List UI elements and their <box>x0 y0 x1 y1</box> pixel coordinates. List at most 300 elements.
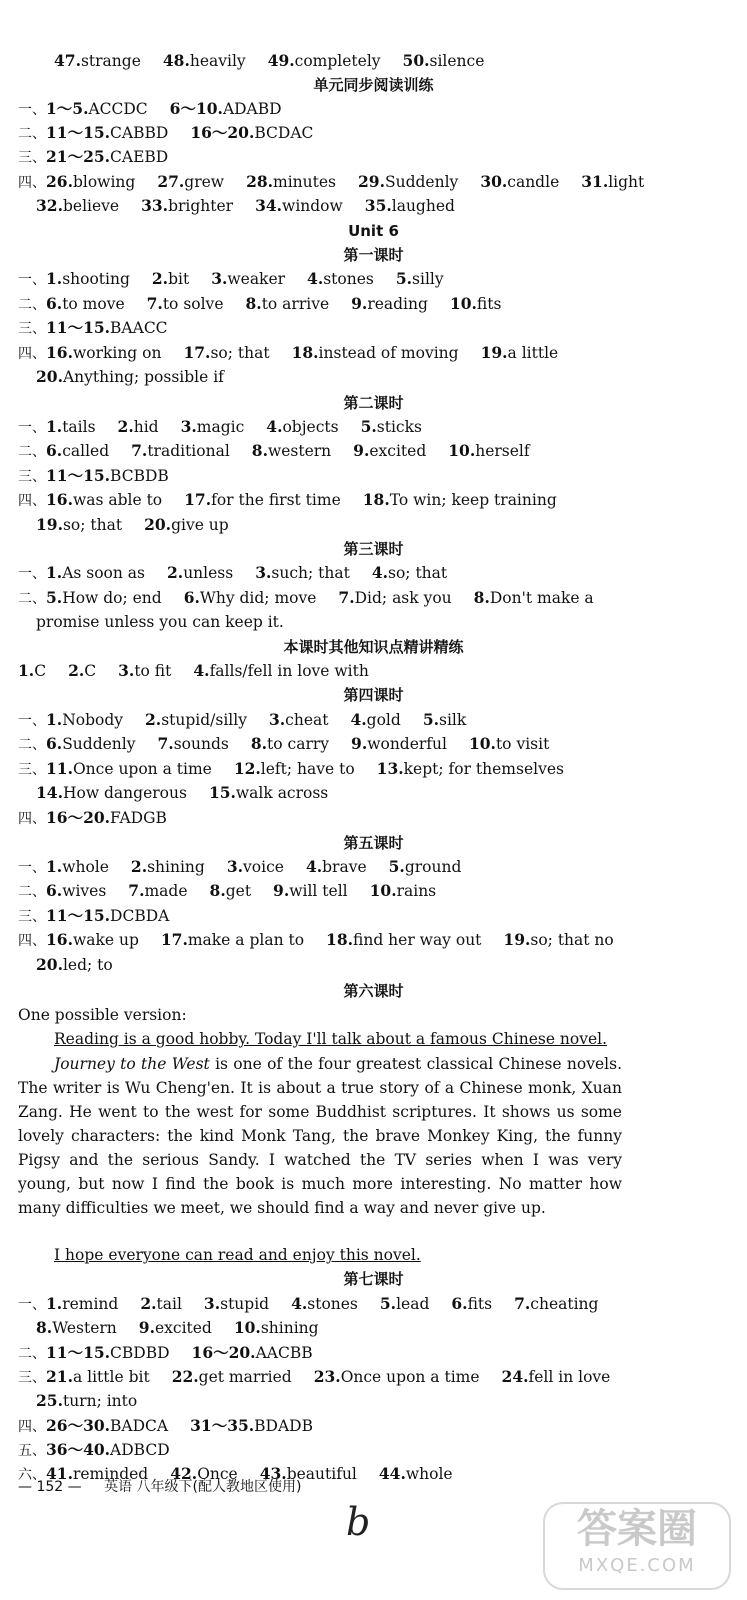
answer-row <box>18 342 730 365</box>
question-number: 8. <box>36 1318 53 1337</box>
answer-text: get <box>225 882 252 900</box>
question-number: 14. <box>36 783 63 802</box>
section-number: 一、 <box>18 420 46 436</box>
answer-text: instead of moving <box>318 344 459 362</box>
section-number: 二、 <box>18 297 46 313</box>
question-number: 25. <box>36 1391 63 1410</box>
answer-item <box>36 516 122 534</box>
question-number: 23. <box>313 1367 341 1386</box>
question-number: 6. <box>183 588 200 607</box>
answer-row <box>18 122 730 145</box>
question-number: 34. <box>255 196 283 215</box>
answer-item <box>377 760 564 778</box>
answer-text: kept; for themselves <box>403 760 564 778</box>
answer-text: grew <box>184 173 225 191</box>
question-number: 20. <box>36 367 63 386</box>
answer-row <box>36 954 747 976</box>
answer-text: traditional <box>147 442 230 460</box>
answer-text: brave <box>322 858 367 876</box>
question-number: 18. <box>362 490 390 509</box>
answer-item <box>46 711 123 729</box>
question-number: 10. <box>369 881 397 900</box>
answer-text: C <box>84 662 97 680</box>
answer-text: get married <box>198 1368 292 1386</box>
question-number: 33. <box>141 196 169 215</box>
question-number: 19. <box>36 515 63 534</box>
answer-text: was able to <box>72 491 163 509</box>
answer-text: tails <box>62 418 96 436</box>
answer-item <box>204 1295 269 1313</box>
answer-item <box>292 344 459 362</box>
section-heading: Unit 6 <box>348 222 399 240</box>
answer-row <box>36 782 747 804</box>
answer-item <box>46 100 148 118</box>
answer-item <box>36 956 113 974</box>
answer-item <box>363 491 557 509</box>
answer-row <box>18 733 730 756</box>
answer-text: BDADB <box>254 1417 314 1435</box>
answer-text: Nobody <box>62 711 124 729</box>
answer-item <box>211 270 285 288</box>
question-number: 7. <box>157 734 174 753</box>
answer-text: C <box>34 662 47 680</box>
answer-item <box>269 711 329 729</box>
footer-subject: 英语 <box>104 1479 133 1495</box>
answer-text: As soon as <box>62 564 145 582</box>
question-number: 19. <box>503 930 531 949</box>
question-number: 2. <box>151 269 169 288</box>
answer-item <box>480 173 559 191</box>
answer-text: CAEBD <box>110 148 169 166</box>
answer-row <box>18 587 730 610</box>
question-number: 7. <box>514 1294 531 1313</box>
question-number: 1. <box>18 661 35 680</box>
answer-item <box>46 467 169 485</box>
answer-text: Suddenly <box>384 173 459 191</box>
section-number: 一、 <box>18 102 46 118</box>
question-number: 21. <box>46 1367 73 1386</box>
section-number: 一、 <box>18 1297 46 1313</box>
answer-text: ADBCD <box>110 1441 170 1459</box>
answer-text: shining <box>260 1319 319 1337</box>
answer-row <box>18 317 730 340</box>
answer-text: voice <box>243 858 284 876</box>
answer-text: give up <box>171 516 229 534</box>
page-footer <box>18 1476 301 1496</box>
question-number: 7. <box>131 441 148 460</box>
answer-text: brighter <box>168 197 234 215</box>
answer-item <box>139 1319 212 1337</box>
answer-item <box>46 1417 168 1435</box>
question-number: 8. <box>245 294 262 313</box>
question-number: 27. <box>157 172 185 191</box>
question-number: 2. <box>167 563 184 582</box>
answer-row <box>18 709 730 732</box>
answer-text: western <box>267 442 332 460</box>
answer-item <box>46 344 161 362</box>
question-number: 4. <box>307 269 324 288</box>
question-number: 11～15. <box>46 318 111 337</box>
answer-row <box>18 1415 730 1438</box>
question-number: 16. <box>46 930 73 949</box>
section-number: 二、 <box>18 591 46 607</box>
answer-item <box>190 124 313 142</box>
question-number: 4. <box>291 1294 308 1313</box>
answer-item <box>469 735 549 753</box>
question-number: 44. <box>378 1464 406 1483</box>
answer-item <box>380 1295 429 1313</box>
novel-title: Journey to the West <box>54 1055 210 1073</box>
question-number: 29. <box>358 172 385 191</box>
question-number: 13. <box>376 759 404 778</box>
answer-item <box>46 418 96 436</box>
question-number: 6. <box>46 441 63 460</box>
answer-text: ground <box>404 858 462 876</box>
answer-item <box>350 711 400 729</box>
answer-item <box>181 418 245 436</box>
answer-item <box>209 784 328 802</box>
answer-text: to move <box>62 295 125 313</box>
question-number: 3. <box>226 857 244 876</box>
answer-item <box>365 197 455 215</box>
answer-item <box>268 52 381 70</box>
answer-row <box>18 416 730 439</box>
answer-item <box>184 491 341 509</box>
question-number: 19. <box>480 343 508 362</box>
answer-text: shooting <box>62 270 130 288</box>
answer-text: stones <box>323 270 374 288</box>
question-number: 5. <box>46 588 63 607</box>
section-number: 五、 <box>18 1443 46 1459</box>
question-number: 2. <box>140 1294 157 1313</box>
question-number: 32. <box>36 196 63 215</box>
question-number: 26～30. <box>46 1416 111 1435</box>
answer-text: make a plan to <box>187 931 305 949</box>
question-number: 4. <box>305 857 323 876</box>
section-number: 六、 <box>18 1467 46 1483</box>
answer-text: Anything; possible if <box>62 368 224 386</box>
question-number: 3. <box>180 417 197 436</box>
answer-row <box>18 562 730 585</box>
answer-item <box>46 1344 170 1362</box>
answer-text: so; that <box>210 344 270 362</box>
answer-text: BCBDB <box>110 467 169 485</box>
question-number: 8. <box>473 588 490 607</box>
section-heading: 第二课时 <box>343 394 404 412</box>
answer-item <box>46 735 136 753</box>
answer-item <box>152 270 189 288</box>
answer-text: so; that <box>388 564 448 582</box>
answer-text: so; that <box>62 516 123 534</box>
question-number: 20. <box>144 515 172 534</box>
question-number: 1～5. <box>46 99 89 118</box>
answer-text: Did; ask you <box>354 589 452 607</box>
question-number: 22. <box>171 1367 199 1386</box>
answer-item <box>234 1319 319 1337</box>
answer-text: Once upon a time <box>340 1368 480 1386</box>
answer-item <box>141 197 233 215</box>
section-number: 一、 <box>18 272 46 288</box>
answer-text: to solve <box>162 295 224 313</box>
answer-row <box>18 98 730 121</box>
answer-text: beautiful <box>286 1465 357 1483</box>
question-number: 5. <box>422 710 439 729</box>
question-number: 1. <box>46 563 63 582</box>
answer-text: sounds <box>173 735 229 753</box>
section-number: 三、 <box>18 1370 46 1386</box>
answer-item <box>314 1368 480 1386</box>
question-number: 4. <box>371 563 389 582</box>
answer-text: stupid <box>220 1295 270 1313</box>
answer-item <box>184 589 317 607</box>
answer-text: a little bit <box>72 1368 150 1386</box>
answer-item <box>46 270 130 288</box>
question-number: 35. <box>364 196 392 215</box>
answer-item <box>351 295 428 313</box>
answer-item <box>481 344 559 362</box>
answer-text: weaker <box>227 270 286 288</box>
answer-row <box>18 440 730 463</box>
question-number: 11～15. <box>46 906 111 925</box>
watermark-url: MXQE.COM <box>578 1555 696 1576</box>
answer-row <box>18 905 730 928</box>
answer-text: to arrive <box>261 295 330 313</box>
answer-item <box>451 1295 492 1313</box>
answer-row <box>18 856 730 879</box>
section-number: 三、 <box>18 150 46 166</box>
answer-item <box>54 52 141 70</box>
question-number: 6. <box>451 1294 468 1313</box>
answer-text: stones <box>307 1295 358 1313</box>
answer-text: a little <box>507 344 559 362</box>
answer-text: silk <box>439 711 467 729</box>
section-number: 二、 <box>18 1346 46 1362</box>
answer-row <box>18 1366 730 1389</box>
section-number: 一、 <box>18 860 46 876</box>
answer-item <box>361 418 422 436</box>
answer-item <box>338 589 451 607</box>
section-number: 二、 <box>18 884 46 900</box>
answer-row <box>18 171 730 194</box>
watermark-text: 答案圈 <box>577 1506 697 1552</box>
question-number: 11～15. <box>46 1343 111 1362</box>
answer-item <box>46 173 135 191</box>
answer-text: believe <box>62 197 120 215</box>
question-number: 26. <box>46 172 73 191</box>
answer-text: will tell <box>289 882 348 900</box>
question-number: 4. <box>266 417 283 436</box>
answer-item <box>167 564 233 582</box>
question-number: 16. <box>46 343 73 362</box>
answer-text: led; to <box>62 956 113 974</box>
answer-text: Once upon a time <box>72 760 212 778</box>
answer-text: promise unless you can keep it. <box>36 613 284 631</box>
question-number: 3. <box>118 661 135 680</box>
answer-text: to fit <box>134 662 172 680</box>
answer-text: such; that <box>271 564 350 582</box>
answer-text: for the first time <box>211 491 341 509</box>
question-number: 20. <box>36 955 63 974</box>
answer-text: excited <box>154 1319 212 1337</box>
question-number: 8. <box>251 441 268 460</box>
answer-text: heavily <box>189 52 246 70</box>
answer-text: wives <box>62 882 107 900</box>
answer-text: fits <box>476 295 502 313</box>
answer-item <box>118 418 159 436</box>
answer-item <box>291 1295 358 1313</box>
answer-row <box>36 514 747 536</box>
answer-item <box>251 735 329 753</box>
question-number: 5. <box>360 417 377 436</box>
answer-item <box>68 662 96 680</box>
question-number: 4. <box>193 661 210 680</box>
answer-text: excited <box>369 442 427 460</box>
question-number: 7. <box>128 881 145 900</box>
answer-item <box>396 270 444 288</box>
answer-item <box>170 100 282 118</box>
answer-item <box>46 1441 170 1459</box>
answer-item <box>46 760 212 778</box>
answer-item <box>147 295 224 313</box>
essay-first-sentence <box>54 1028 747 1050</box>
answer-text: window <box>282 197 343 215</box>
answer-item <box>46 442 109 460</box>
answer-row <box>18 489 730 512</box>
question-number: 10. <box>468 734 496 753</box>
answer-text: called <box>62 442 110 460</box>
answer-text: wonderful <box>367 735 447 753</box>
answer-item <box>46 809 167 827</box>
answer-item <box>118 662 171 680</box>
answer-text: CABBD <box>110 124 169 142</box>
question-number: 2. <box>117 417 134 436</box>
answer-row <box>18 929 730 952</box>
answer-item <box>46 1368 150 1386</box>
answer-text: BADCA <box>110 1417 169 1435</box>
answer-item <box>36 1319 117 1337</box>
answer-item <box>46 124 168 142</box>
question-number: 5. <box>379 1294 397 1313</box>
section-number: 三、 <box>18 469 46 485</box>
question-number: 9. <box>138 1318 155 1337</box>
question-number: 7. <box>338 588 355 607</box>
section-number: 四、 <box>18 493 46 509</box>
answer-text: falls/fell in love with <box>209 662 369 680</box>
answer-item <box>140 1295 182 1313</box>
answer-text: turn; into <box>62 1392 138 1410</box>
question-number: 2. <box>145 710 162 729</box>
question-number: 3. <box>268 710 286 729</box>
answer-text: completely <box>294 52 381 70</box>
question-number: 18. <box>326 930 354 949</box>
answer-item <box>252 442 331 460</box>
answer-text: cheating <box>530 1295 599 1313</box>
section-number: 四、 <box>18 175 46 191</box>
answer-item <box>389 858 462 876</box>
answer-text: walk across <box>235 784 329 802</box>
essay-body-text: is one of the four greatest classical Chinese novels. The writer is Wu Cheng'en. It is about a true story of a Chinese monk, Xuan Zang. He went to the west for some Buddhist scriptures. It shows us some lovely characters: the kind Monk Tang, the brave Monkey King, the funny Pigsy and the serious Sandy. I watched the TV series when I was very young, but now I find the book is much more interesting. No matter how many difficulties we meet, we should find a way and never give up. <box>18 1055 622 1217</box>
answer-item <box>46 858 109 876</box>
page-number: — 152 — <box>18 1479 82 1495</box>
answer-text: light <box>608 173 645 191</box>
question-number: 8. <box>250 734 268 753</box>
question-number: 11～15. <box>46 466 111 485</box>
question-number: 24. <box>501 1367 529 1386</box>
answer-text: BCDAC <box>254 124 314 142</box>
answer-text: Don't make a <box>489 589 594 607</box>
answer-item <box>46 319 168 337</box>
answer-text: remind <box>62 1295 119 1313</box>
answer-item <box>163 52 246 70</box>
answer-item <box>581 173 644 191</box>
question-number: 5. <box>388 857 405 876</box>
answer-text: lead <box>396 1295 430 1313</box>
question-number: 31. <box>581 172 609 191</box>
answer-text: minutes <box>273 173 337 191</box>
answer-row <box>18 146 730 169</box>
answer-text: whole <box>405 1465 453 1483</box>
question-number: 16～20. <box>191 1343 256 1362</box>
answer-item <box>503 931 613 949</box>
answer-text: fell in love <box>528 1368 611 1386</box>
answer-item <box>193 662 368 680</box>
answer-item <box>183 344 269 362</box>
essay-last-sentence <box>54 1244 747 1266</box>
question-number: 1. <box>46 1294 63 1313</box>
answer-text: To win; keep training <box>389 491 557 509</box>
answer-row <box>18 807 730 830</box>
question-number: 1. <box>46 417 63 436</box>
section-number: 二、 <box>18 737 46 753</box>
question-number: 11～15. <box>46 123 111 142</box>
section-heading: 第四课时 <box>343 686 404 704</box>
section-number: 三、 <box>18 762 46 778</box>
question-number: 17. <box>160 930 188 949</box>
question-number: 30. <box>480 172 508 191</box>
question-number: 50. <box>402 51 430 70</box>
watermark-logo <box>543 1502 731 1590</box>
essay-last-text: I hope everyone can read and enjoy this novel. <box>54 1246 421 1264</box>
section-number: 三、 <box>18 321 46 337</box>
answer-item <box>358 173 458 191</box>
answer-text: laughed <box>391 197 455 215</box>
answer-item <box>131 858 205 876</box>
answer-text: silly <box>412 270 444 288</box>
question-number: 7. <box>146 294 163 313</box>
question-number: 4. <box>350 710 367 729</box>
question-number: 9. <box>351 294 368 313</box>
question-number: 1. <box>46 269 63 288</box>
answer-item <box>157 173 224 191</box>
answer-row <box>54 50 747 72</box>
answer-item <box>46 491 162 509</box>
section-heading: 第七课时 <box>343 1270 404 1288</box>
question-number: 16～20. <box>46 808 111 827</box>
question-number: 17. <box>184 490 212 509</box>
answer-text: unless <box>183 564 234 582</box>
question-number: 18. <box>291 343 319 362</box>
question-number: 36～40. <box>46 1440 111 1459</box>
answer-item <box>46 589 162 607</box>
answer-item <box>370 882 437 900</box>
answer-text: CBDBD <box>110 1344 170 1362</box>
question-number: 16. <box>46 490 73 509</box>
answer-row <box>36 611 747 633</box>
answer-item <box>46 882 106 900</box>
section-heading: 第一课时 <box>343 246 404 264</box>
question-number: 17. <box>183 343 211 362</box>
answer-text: made <box>144 882 188 900</box>
